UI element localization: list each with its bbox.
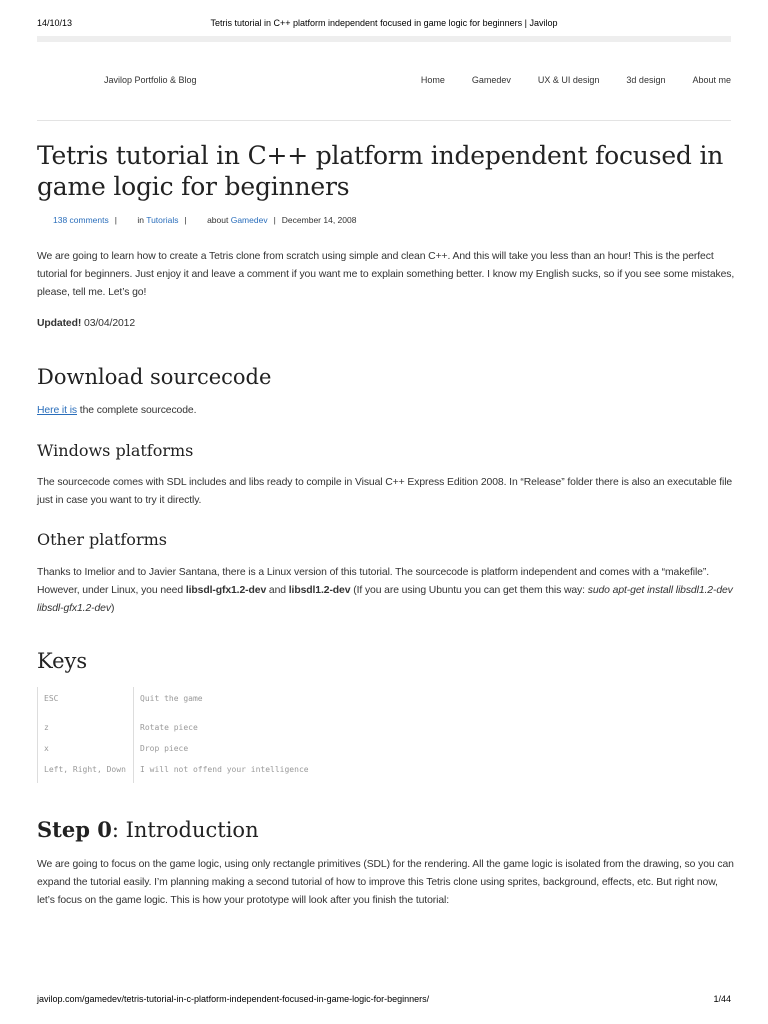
table-row — [38, 687, 309, 723]
lib-sdl-name: libsdl1.2-dev — [288, 585, 351, 596]
site-brand-link[interactable]: Javilop Portfolio & Blog — [104, 75, 197, 85]
other-platforms-heading: Other platforms — [37, 530, 167, 549]
meta-separator: | — [184, 215, 187, 225]
other-platforms-paragraph — [37, 564, 737, 618]
keys-heading: Keys — [37, 649, 88, 673]
action-cell: Drop piece — [140, 744, 189, 753]
intro-paragraph: We are going to learn how to create a Tetris clone from scratch using simple and clean C++. And this will take you less than an hour! This is the perfect tutorial for beginners. Just enjoy it and leave a comment if you want me to explain something better. I know my English sucks, so if you see some mistakes, please, tell me. Let’s go! — [37, 251, 735, 298]
key-cell: x — [38, 744, 134, 765]
download-text: the complete sourcecode. — [79, 405, 197, 416]
post-title: Tetris tutorial in C++ platform independent focused in game logic for beginners — [37, 141, 724, 201]
post-date: December 14, 2008 — [281, 215, 357, 225]
windows-paragraph: The sourcecode comes with SDL includes and libs ready to compile in Visual C++ Express Edition 2008. In “Release” folder there is also an executable file just in case you want to try it directly. — [37, 477, 733, 506]
key-cell: z — [38, 723, 134, 744]
lib-gfx-name: libsdl-gfx1.2-dev — [185, 585, 267, 596]
site-header — [37, 73, 731, 89]
action-cell: Rotate piece — [140, 723, 198, 732]
key-cell: ESC — [38, 687, 134, 723]
other-text-1: Thanks to Imelior and to Javier Santana, there is a Linux version of this tutorial. The sourcecode is platform independent and comes with a “makefile”. However, under Linux, you need — [37, 567, 710, 596]
other-close: ) — [110, 603, 115, 614]
step0-title: : Introduction — [111, 818, 259, 842]
meta-separator: | — [273, 215, 276, 225]
step0-heading — [37, 817, 259, 843]
meta-separator: | — [114, 215, 117, 225]
download-paragraph — [37, 402, 737, 420]
comments-link[interactable]: 138 comments — [53, 215, 109, 225]
main-nav — [394, 75, 731, 85]
category-link[interactable]: Tutorials — [146, 215, 179, 225]
other-and: and — [268, 585, 286, 596]
key-cell: Left, Right, Down — [38, 765, 134, 783]
footer-url: javilop.com/gamedev/tetris-tutorial-in-c-platform-independent-focused-in-game-logic-for-beginners/ — [37, 994, 430, 1004]
meta-in-label: in — [137, 215, 144, 225]
print-title: Tetris tutorial in C++ platform independent focused in game logic for beginners | Javilop — [210, 18, 558, 28]
keys-table — [37, 687, 309, 783]
action-cell: I will not offend your intelligence — [140, 765, 309, 774]
print-date: 14/10/13 — [37, 18, 73, 28]
table-row — [38, 744, 309, 765]
nav-gamedev[interactable]: Gamedev — [471, 75, 511, 85]
updated-line — [37, 315, 737, 333]
step0-number: Step 0 — [37, 817, 112, 842]
table-row — [38, 765, 309, 783]
step0-paragraph: We are going to focus on the game logic, using only rectangle primitives (SDL) for the rendering. All the game logic is isolated from the drawing, so you can expand the tutorial easily. I’m planning making a second tutorial of how to improve this Tetris clone using sprites, background, effects, etc. But right now, let’s focus on the game logic. This is how your prototype will look after you finish the tutorial: — [37, 859, 734, 906]
meta-about-label: about — [207, 215, 229, 225]
sourcecode-link[interactable]: Here it is — [37, 405, 77, 416]
table-row — [38, 723, 309, 744]
updated-label: Updated! — [37, 318, 82, 329]
nav-home[interactable]: Home — [420, 75, 445, 85]
header-divider — [37, 120, 731, 121]
install-command: sudo apt-get install libsdl1.2-dev libsdl-gfx1.2-dev — [37, 585, 733, 614]
updated-date: 03/04/2012 — [84, 318, 136, 329]
nav-3d-design[interactable]: 3d design — [626, 75, 666, 85]
top-bar — [37, 36, 731, 42]
other-text-2: (If you are using Ubuntu you can get them this way: — [353, 585, 585, 596]
post-meta — [53, 215, 356, 225]
tag-link[interactable]: Gamedev — [230, 215, 268, 225]
nav-ux-ui-design[interactable]: UX & UI design — [537, 75, 600, 85]
download-heading: Download sourcecode — [37, 365, 272, 389]
action-cell: Quit the game — [140, 694, 203, 703]
windows-heading: Windows platforms — [37, 441, 194, 460]
page-number: 1/44 — [713, 994, 731, 1004]
nav-about-me[interactable]: About me — [692, 75, 731, 85]
